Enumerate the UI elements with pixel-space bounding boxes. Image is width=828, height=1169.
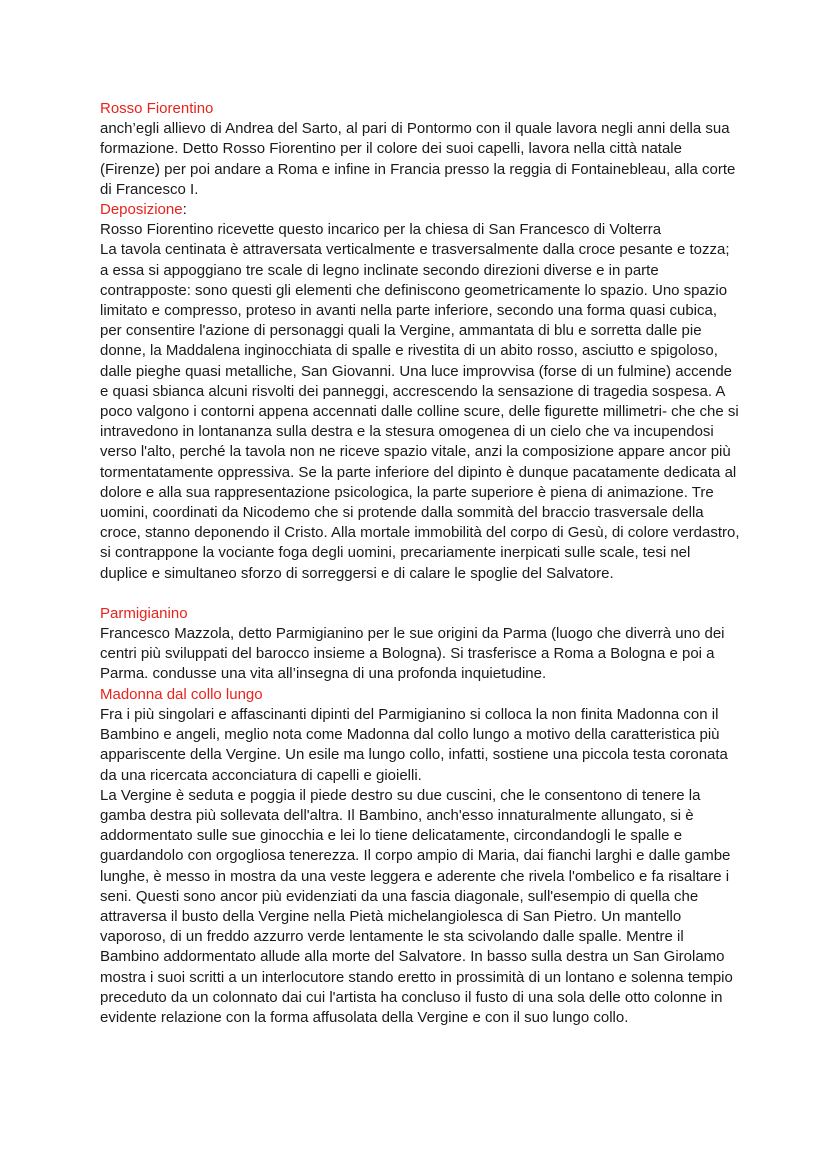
work-title-deposizione: Deposizione bbox=[100, 201, 183, 219]
parmigianino-intro-paragraph: Francesco Mazzola, detto Parmigianino per le sue origini da Parma (luogo che diverrà uno dei centri più sviluppati del barocco insieme a Bologna). Si trasferisce a Roma a Bologna e poi a Parma. condusse una vita all’insegna di una profonda inquietudine. bbox=[100, 625, 725, 683]
rosso-intro-paragraph: anch’egli allievo di Andrea del Sarto, al pari di Pontormo con il quale lavora negli anni della sua formazione. Detto Rosso Fiorentino per il colore dei suoi capelli, lavora nella città natale (Firenze) per poi andare a Roma e infine in Francia presso la reggia di Fontainebleau, alla corte di Francesco I. bbox=[100, 120, 736, 198]
madonna-paragraph-1: Fra i più singolari e affascinanti dipinti del Parmigianino si colloca la non finita Madonna con il Bambino e angeli, meglio nota come Madonna dal collo lungo a motivo della caratteristica più appariscente della Vergine. Un esile ma lungo collo, infatti, sostiene una piccola testa coronata da una ricercata acconciatura di capelli e gioielli. bbox=[100, 705, 728, 784]
document-page bbox=[100, 99, 740, 1028]
deposizione-heading-line bbox=[100, 200, 740, 220]
deposizione-description: La tavola centinata è attraversata verticalmente e trasversalmente dalla croce pesante e tozza; a essa si appoggiano tre scale di legno inclinate secondo direzioni diverse e in parte contrapposte: sono questi gli elementi che definiscono geometricamente lo spazio. Uno spazio limitato e compresso, proteso in avanti nella parte inferiore, secondo una forma quasi cubica, per consentire l'azione di personaggi quali la Vergine, ammantata di blu e sorretta dalle pie donne, la Maddalena inginocchiata di spalle e rivestita di un abito rosso, asciutto e spigoloso, dalle pieghe quasi metalliche, San Giovanni. Una luce improvvisa (forse di un fulmine) accende e quasi sbianca alcuni risvolti dei panneggi, accrescendo la sensazione di tragedia sospesa. A poco valgono i contorni appena accennati dalle colline scure, delle figurette millimetri- che che si intravedono in lontananza sulla destra e la stesura omogenea di un cielo che va incupendosi verso l'alto, perché la tavola non ne riceve spazio vitale, anzi la composizione appare ancor più tormentatamente oppressiva. Se la parte inferiore del dipinto è dunque pacatamente dedicata al dolore e alla sua rappresentazione psicologica, la parte superiore è piena di animazione. Tre uomini, coordinati da Nicodemo che si protende dalla sommità del braccio trasversale della croce, stanno deponendo il Cristo. Alla mortale immobilità del corpo di Gesù, di colore verdastro, si contrappone la vociante foga degli uomini, precariamente inerpicati sulle scale, tesi nel duplice e simultaneo sforzo di sorreggersi e di calare le spoglie del Salvatore. bbox=[100, 241, 740, 582]
madonna-paragraph-2: La Vergine è seduta e poggia il piede destro su due cuscini, che le consentono di tenere la gamba destra più sollevata dell'altra. Il Bambino, anch'esso innaturalmente allungato, si è addormentato sulle sue ginocchia e lei lo tiene delicatamente, circondandogli le spalle e guardandolo con orgogliosa tenerezza. Il corpo ampio di Maria, dai fianchi larghi e dalle gambe lunghe, è messo in mostra da una veste leggera e aderente che rivela l'ombelico e fa risaltare i seni. Questi sono ancor più evidenziati da una fascia diagonale, sull'esempio di quella che attraversa il busto della Vergine nella Pietà michelangiolesca di San Pietro. Un mantello vaporoso, di un freddo azzurro verde lentamente le sta scivolando dalle spalle. Mentre il Bambino addormentato allude alla morte del Salvatore. In basso sulla destra un San Girolamo mostra i suoi scritti a un interlocutore stando eretto in prossimità di un lontano e solenna tempio preceduto da un colonnato dai cui l'artista ha concluso il fusto di una sola delle otto colonne in evidente relazione con la forma affusolata della Vergine e con il suo lungo collo. bbox=[100, 786, 733, 1026]
work-title-madonna-dal-collo-lungo: Madonna dal collo lungo bbox=[100, 685, 263, 703]
work-title-colon: : bbox=[182, 201, 187, 219]
section-title-rosso-fiorentino: Rosso Fiorentino bbox=[100, 100, 214, 117]
section-title-parmigianino: Parmigianino bbox=[100, 604, 188, 622]
section-spacer bbox=[100, 584, 740, 604]
deposizione-commission: Rosso Fiorentino ricevette questo incarico per la chiesa di San Francesco di Volterra bbox=[100, 221, 662, 239]
